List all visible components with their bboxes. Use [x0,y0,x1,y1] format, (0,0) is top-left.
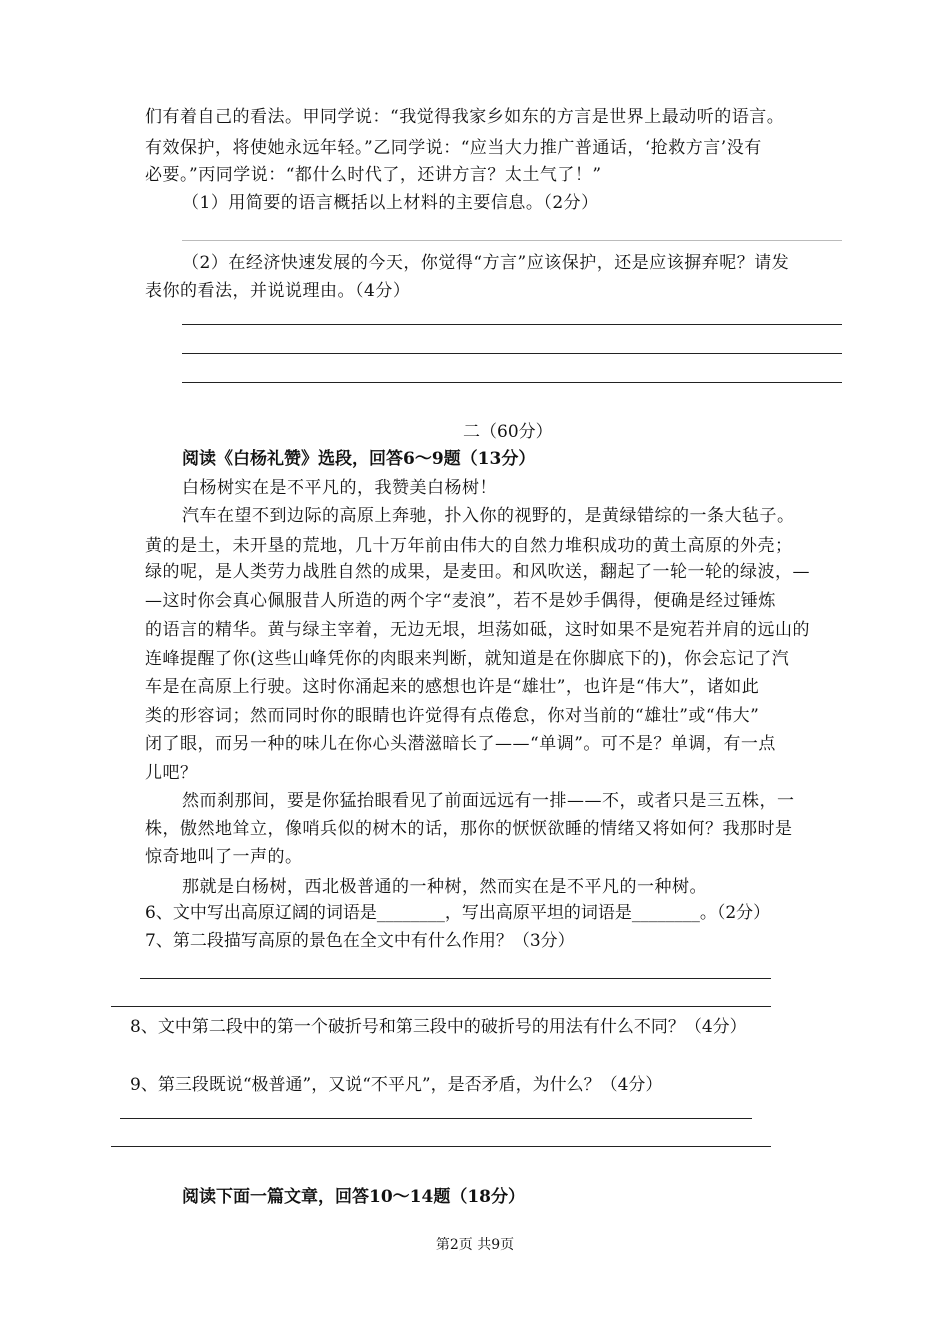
passage-line: 株，傲然地耸立，像哨兵似的树木的话，那你的恹恹欲睡的情绪又将如何？我那时是 [145,819,793,839]
passage-line: 那就是白杨树，西北极普通的一种树，然而实在是不平凡的一种树。 [182,877,707,897]
passage-line: 类的形容词；然而同时你的眼睛也许觉得有点倦怠，你对当前的“雄壮”或“伟大” [145,706,760,726]
top-line-1: 们有着自己的看法。甲同学说：“我觉得我家乡如东的方言是世界上最动听的语言。 [145,107,785,127]
section-heading: 二（60分） [463,422,553,442]
top-line-3: 必要。”丙同学说：“都什么时代了，还讲方言？太土气了！” [145,165,602,185]
passage-line: —这时你会真心佩服昔人所造的两个字“麦浪”，若不是妙手偶得，便确是经过锤炼 [145,591,776,611]
answer-line-q2-2 [182,353,842,354]
passage-line: 黄的是土，未开垦的荒地，几十万年前由伟大的自然力堆积成功的黄土高原的外壳； [145,536,793,556]
top-line-2: 有效保护，将使她永远年轻。”乙同学说：“应当大力推广普通话，‘抢救方言’没有 [145,138,762,158]
question-6: 6、文中写出高原辽阔的词语是________，写出高原平坦的词语是________。（2分） [145,903,771,923]
question-8: 8、文中第二段中的第一个破折号和第三段中的破折号的用法有什么不同？（4分） [130,1017,747,1037]
answer-line-q9-2 [111,1146,771,1147]
question-7: 7、第二段描写高原的景色在全文中有什么作用？（3分） [145,931,575,951]
passage-line: 闭了眼，而另一种的味儿在你心头潜滋暗长了——“单调”。可不是？单调，有一点 [145,734,776,754]
page-number: 第2页 共9页 [435,1237,515,1253]
passage-line: 的语言的精华。黄与绿主宰着，无边无垠，坦荡如砥，这时如果不是宛若并肩的远山的 [145,620,810,640]
answer-line-q2-1 [182,324,842,325]
passage-line: 连峰提醒了你(这些山峰凭你的肉眼来判断，就知道是在你脚底下的)，你会忘记了汽 [145,649,790,669]
passage-line: 车是在高原上行驶。这时你涌起来的感想也许是“雄壮”，也许是“伟大”，诸如此 [145,677,760,697]
passage-line: 绿的呢，是人类劳力战胜自然的成果，是麦田。和风吹送，翻起了一轮一轮的绿波，— [145,562,810,582]
answer-line-q9-1 [120,1118,752,1119]
answer-line-q7-1 [140,978,771,979]
passage-line: 汽车在望不到边际的高原上奔驰，扑入你的视野的，是黄绿错综的一条大毡子。 [182,506,795,526]
passage-line: 然而刹那间，要是你猛抬眼看见了前面远远有一排——不，或者只是三五株，一 [182,791,795,811]
answer-line-q7-2 [111,1006,771,1007]
reading-intro-2: 阅读下面一篇文章，回答10～14题（18分） [182,1187,525,1207]
question-9: 9、第三段既说“极普通”，又说“不平凡”，是否矛盾，为什么？（4分） [130,1075,663,1095]
passage-line: 儿吧？ [145,763,198,783]
passage-line: 惊奇地叫了一声的。 [145,847,303,867]
answer-line-q1 [182,240,842,241]
question-1: （1）用简要的语言概括以上材料的主要信息。（2分） [182,193,599,213]
answer-line-q2-3 [182,382,842,383]
reading-intro-1: 阅读《白杨礼赞》选段，回答6～9题（13分） [182,449,536,469]
passage-line: 白杨树实在是不平凡的，我赞美白杨树！ [182,478,497,498]
question-2-line-1: （2）在经济快速发展的今天，你觉得“方言”应该保护，还是应该摒弃呢？请发 [182,253,790,273]
question-2-line-2: 表你的看法，并说说理由。（4分） [145,281,411,301]
